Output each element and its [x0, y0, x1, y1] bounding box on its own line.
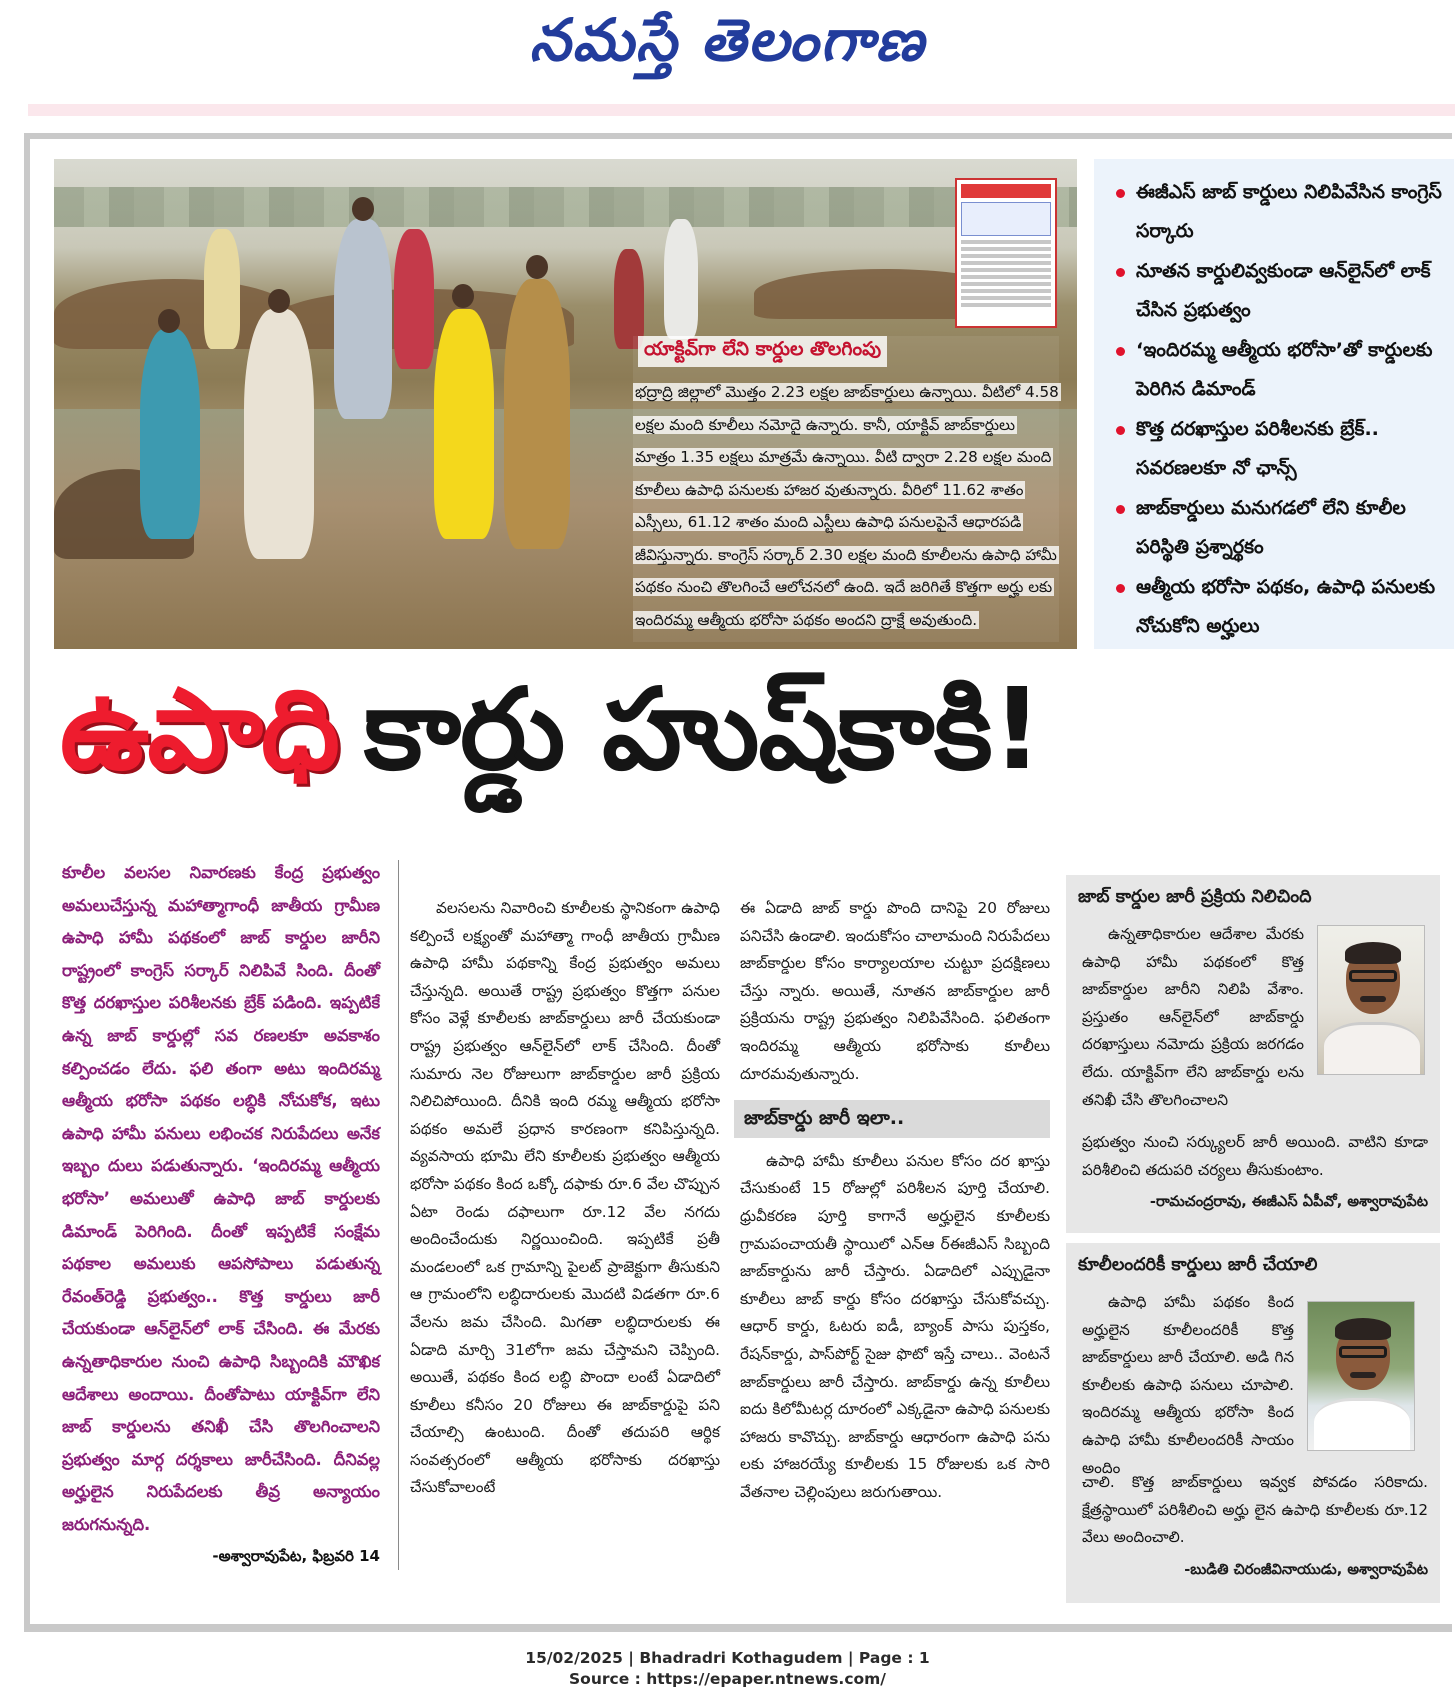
quote-text: ఉపాధి హామీ పథకం కింద అర్హులైన కూలీలందరికీ కొత్త జాబ్‌కార్డులు జారీ చేయాలి. అడి గిన కూలీలకు ఉపాధి పనులు చూపాలి. ఇందిరమ్మ ఆత్మీయ భరోసా కింద ఉపాధి హామీ కూలీలందరికీ సాయం అందిం — [1082, 1293, 1294, 1477]
masthead-divider — [28, 104, 1455, 116]
newspaper-logo: నమస్తే తెలంగాణ — [529, 6, 926, 74]
quote-title: జాబ్ కార్డుల జారీ ప్రక్రియ నిలిచింది — [1078, 887, 1312, 907]
photo-caption-title: యాక్టివ్‌గా లేని కార్డుల తొలగింపు — [638, 336, 887, 367]
bullet-icon — [1116, 426, 1125, 435]
quote-signature: -రామచంద్రరావు, ఈజీఎస్ ఏపీవో, అశ్వారావుపేట — [1149, 1193, 1428, 1210]
dateline: -అశ్వారావుపేట, ఫిబ్రవరి 14 — [212, 1547, 380, 1566]
bullet-icon — [1116, 268, 1125, 277]
bullet-icon — [1116, 584, 1125, 593]
highlight-item: నూతన కార్డులివ్వకుండా ఆన్‌లైన్‌లో లాక్ చేసిన ప్రభుత్వం — [1104, 252, 1454, 330]
subheading: జాబ్‌కార్డు జారీ ఇలా.. — [734, 1100, 1050, 1138]
footer-edition: 15/02/2025 | Bhadradri Kothagudem | Page : 1 — [525, 1649, 930, 1667]
quote-signature: -బుడితి చిరంజీవినాయుడు, అశ్వారావుపేట — [1184, 1561, 1428, 1578]
photo-caption — [633, 336, 1059, 642]
column-divider — [398, 860, 399, 1570]
photo-caption-body: భద్రాద్రి జిల్లాలో మొత్తం 2.23 లక్షల జాబ్‌కార్డులు ఉన్నాయి. వీటిలో 4.58 లక్షల మంది కూలీలు నమోదై ఉన్నారు. కానీ, యాక్టివ్ జాబ్‌కార్డులు మాత్రం 1.35 లక్షలు మాత్రమే ఉన్నాయి. వీటి ద్వారా 2.28 లక్షల మంది కూలీలు ఉపాధి పనులకు హాజర వుతున్నారు. వీరిలో 11.62 శాతం ఎస్సీలు, 61.12 శాతం మంది ఎస్టీలు ఉపాధి పనులపైనే ఆధారపడి జీవిస్తున్నారు. కాంగ్రెస్ సర్కార్ 2.30 లక్షల మంది కూలీలను ఉపాధి హామీ పథకం నుంచి తొలగించే ఆలోచనలో ఉంది. ఇదే జరిగితే కొత్తగా అర్హు లకు ఇందిరమ్మ ఆత్మీయ భరోసా పథకం అందని ద్రాక్షే అవుతుంది. — [635, 383, 1059, 629]
col3-text-1: ఈ ఏడాది జాబ్ కార్డు పొంది దానిపై 20 రోజులు పనిచేసి ఉండాలి. ఇందుకోసం చాలామంది నిరుపేదలు జాబ్‌కార్డుల కోసం కార్యాలయాల చుట్టూ ప్రదక్షిణలు చేస్తు న్నారు. అయితే, నూతన జాబ్‌కార్డుల జారీ ప్రక్రియను రాష్ట్ర ప్రభుత్వం నిలిపివేసింది. ఫలితంగా ఇందిరమ్మ ఆత్మీయ భరోసాకు కూలీలు దూరమవుతున్నారు. — [740, 899, 1050, 1083]
quote-text: ఉన్నతాధికారుల ఆదేశాల మేరకు ఉపాధి హామీ పథకంలో కొత్త జాబ్‌కార్డుల జారీని నిలిపి వేశాం. ప్రస్తుతం ఆన్‌లైన్‌లో జాబ్‌కార్డు దరఖాస్తులు నమోదు ప్రక్రియ జరగడం లేదు. యాక్టివ్‌గా లేని జాబ్‌కార్డు లను తనిఖీ చేసి తొలగించాలని — [1082, 925, 1304, 1109]
quote-box-official — [1066, 875, 1440, 1233]
headline — [60, 665, 1440, 825]
body-column-2 — [410, 895, 720, 1502]
highlight-item: కొత్త దరఖాస్తుల పరిశీలనకు బ్రేక్.. సవరణలకూ నో ఛాన్స్ — [1104, 410, 1454, 488]
quote-text-continued: చాలి. కొత్త జాబ్‌కార్డులు ఇవ్వక పోవడం సరికాదు. క్షేత్రస్థాయిలో పరిశీలించి అర్హు లైన ఉపాధి కూలీలకు రూ.12 వేలు అందించాలి. — [1082, 1473, 1428, 1547]
bullet-icon — [1116, 347, 1125, 356]
highlights-list — [1094, 159, 1454, 649]
bullet-icon — [1116, 505, 1125, 514]
highlight-item: ఈజీఎస్ జాబ్ కార్డులు నిలిపివేసిన కాంగ్రెస్ సర్కారు — [1104, 173, 1454, 251]
quote-text-continued: ప్రభుత్వం నుంచి సర్క్యులర్ జారీ అయింది. వాటిని కూడా పరిశీలించి తదుపరి చర్యలు తీసుకుంటాం. — [1082, 1133, 1428, 1179]
footer-source: Source : https://epaper.ntnews.com/ — [569, 1670, 886, 1688]
highlight-item: జాబ్‌కార్డులు మనుగడలో లేని కూలీల పరిస్థితి ప్రశ్నార్థకం — [1104, 489, 1454, 567]
page-footer — [0, 1648, 1455, 1690]
lead-text: కూలీల వలసల నివారణకు కేంద్ర ప్రభుత్వం అమలుచేస్తున్న మహాత్మాగాంధీ జాతీయ గ్రామీణ ఉపాధి హామీ పథకంలో జాబ్ కార్డుల జారీని రాష్ట్రంలో కాంగ్రెస్ సర్కార్ నిలిపివే సింది. దీంతో కొత్త దరఖాస్తుల పరిశీలనకు బ్రేక్ పడింది. ఇప్పటికే ఉన్న జాబ్ కార్డుల్లో సవ రణలకూ అవకాశం కల్పించడం లేదు. ఫలి తంగా అటు ఇందిరమ్మ ఆత్మీయ భరోసా పథకం లబ్ధికి నోచుకోక, ఇటు ఉపాధి హామీ పనులు లభించక నిరుపేదలు అనేక ఇబ్బం దులు పడుతున్నారు. ‘ఇందిరమ్మ ఆత్మీయ భరోసా’ అమలుతో ఉపాధి జాబ్ కార్డులకు డిమాండ్ పెరిగింది. దీంతో ఇప్పటికే సంక్షేమ పథకాల అమలుకు ఆపసోపాలు పడుతున్న రేవంత్‌రెడ్డి ప్రభుత్వం.. కొత్త కార్డులు జారీ చేయకుండా ఆన్‌లైన్‌లో లాక్ చేసింది. ఈ మేరకు ఉన్నతాధికారుల నుంచి ఉపాధి సిబ్బందికి మౌఖిక ఆదేశాలు అందాయి. దీంతోపాటు యాక్టివ్‌గా లేని జాబ్ కార్డులను తనిఖీ చేసి తొలగించాలని ప్రభుత్వం మార్గ దర్శకాలు జారీచేసింది. దీనివల్ల అర్హులైన నిరుపేదలకు తీవ్ర అన్యాయం జరుగనున్నది. — [62, 863, 380, 1534]
bullet-icon — [1116, 189, 1125, 198]
body-column-3 — [740, 895, 1050, 1506]
headline-red: ఉపాధి — [60, 665, 338, 795]
highlight-item: ‘ఇందిరమ్మ ఆత్మీయ భరోసా’తో కార్డులకు పెరిగిన డిమాండ్ — [1104, 331, 1454, 409]
lead-column — [62, 857, 380, 1569]
quote-box-leader — [1066, 1243, 1440, 1603]
quote-title: కూలీలందరికీ కార్డులు జారీ చేయాలి — [1078, 1255, 1318, 1275]
portrait-photo — [1317, 925, 1425, 1075]
masthead — [0, 0, 1455, 100]
portrait-photo — [1307, 1301, 1415, 1451]
headline-black: కార్డు హుష్‌కాకి! — [363, 665, 1042, 795]
job-card-image — [955, 178, 1057, 328]
highlight-item: ఆత్మీయ భరోసా పథకం, ఉపాధి పనులకు నోచుకోని అర్హులు — [1104, 568, 1454, 646]
col2-text: వలసలను నివారించి కూలీలకు స్థానికంగా ఉపాధి కల్పించే లక్ష్యంతో మహాత్మా గాంధీ జాతీయ గ్రామీణ ఉపాధి హామీ పథకాన్ని కేంద్ర ప్రభుత్వం అమలు చేస్తున్నది. అయితే రాష్ట్ర ప్రభుత్వం కొత్తగా పనుల కోసం వెళ్లే కూలీలకు జాబ్‌కార్డులు జారీ చేయకుండా రాష్ట్ర ప్రభుత్వం ఆన్‌లైన్‌లో లాక్ చేసింది. దీంతో సుమారు నెల రోజులుగా జాబ్‌కార్డుల జారీ ప్రక్రియ నిలిచిపోయింది. దీనికి ఇంది రమ్మ ఆత్మీయ భరోసా పథకం అమలే ప్రధాన కారణంగా కనిపిస్తున్నది. వ్యవసాయ భూమి లేని కూలీలకు ప్రభుత్వం ఆత్మీయ భరోసా పథకం కింద ఒక్కో దఫాకు రూ.6 వేల చొప్పున ఏటా రెండు దఫాలుగా రూ.12 వేల నగదు అందించేందుకు నిర్ణయించింది. ఇప్పటికే ప్రతీ మండలంలో ఒక గ్రామాన్ని పైలట్ ప్రాజెక్టుగా తీసుకుని ఆ గ్రామంలోని లబ్ధిదారులకు మొదటి విడతగా రూ.6 వేలను జమ చేసింది. మిగతా లబ్ధిదారులకు ఈ ఏడాది మార్చి 31లోగా జమ చేస్తామని చెప్పింది. అయితే, పథకం కింద లబ్ధి పొందా లంటే ఏడాదిలో కూలీలు కనీసం 20 రోజులు ఈ జాబ్‌కార్డుపై పని చేయాల్సి ఉంటుంది. దీంతో తదుపరి ఆర్థిక సంవత్సరంలో ఆత్మీయ భరోసాకు దరఖాస్తు చేసుకోవాలంటే — [410, 899, 720, 1497]
col3-text-2: ఉపాధి హామీ కూలీలు పనుల కోసం దర ఖాస్తు చేసుకుంటే 15 రోజుల్లో పరిశీలన పూర్తి చేయాలి. ధ్రువీకరణ పూర్తి కాగానే అర్హులైన కూలీలకు గ్రామపంచాయతీ స్థాయిలో ఎన్‌ఆ ర్‌ఈజీఎస్ సిబ్బంది జాబ్‌కార్డును జారీ చేస్తారు. ఏడాదిలో ఎప్పుడైనా కూలీలు జాబ్ కార్డు కోసం దరఖాస్తు చేసుకోవచ్చు. ఆధార్ కార్డు, ఓటరు ఐడీ, బ్యాంక్ పాసు పుస్తకం, రేషన్‌కార్డు, పాస్‌పోర్ట్ సైజు ఫొటో ఇస్తే చాలు.. వెంటనే జాబ్‌కార్డులు జారీ చేస్తారు. జాబ్‌కార్డు ఉన్న కూలీలు ఐదు కిలోమీటర్ల దూరంలో ఎక్కడైనా ఉపాధి పనులకు హాజరు కావొచ్చు. జాబ్‌కార్డు ఆధారంగా ఉపాధి పను లకు హాజరయ్యే కూలీలకు 15 రోజులకు ఒక సారి వేతనాల చెల్లింపులు జరుగుతాయి. — [740, 1151, 1050, 1501]
